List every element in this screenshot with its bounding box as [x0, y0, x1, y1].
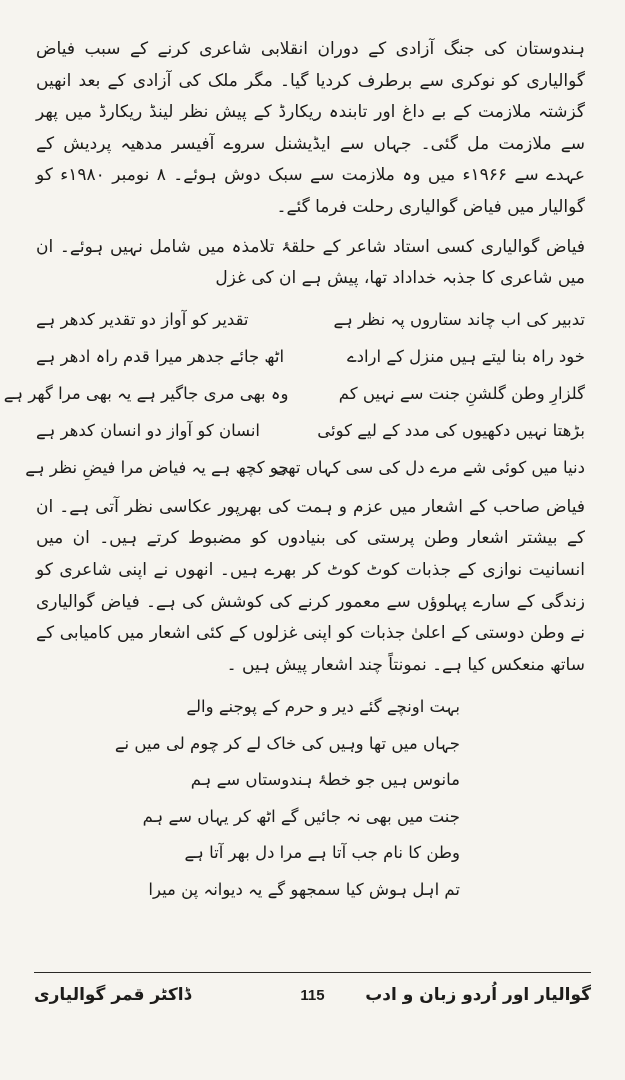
verse-line: مانوس ہیں جو خطۂ ہندوستاں سے ہم — [190, 770, 460, 790]
ghazal-first-line: خود راہ بنا لیتے ہیں منزل کے ارادے — [346, 346, 585, 366]
ghazal-first-line: تدبیر کی اب چاند ستاروں پہ نظر ہے — [333, 309, 585, 329]
page-number: 115 — [300, 986, 325, 1004]
ghazal-couplet — [36, 301, 585, 338]
ghazal-couplet — [3, 375, 585, 412]
paragraph-analysis: فیاض صاحب کے اشعار میں عزم و ہمت کی بھرپور عکاسی نظر آتی ہے۔ ان کے بیشتر اشعار وطن پرستی کی بنیادوں کو مضبوط کرتے ہیں۔ ان میں انسانیت نوازی کے جذبات کوٹ کوٹ کر بھرے ہیں۔ انھوں نے اپنی شاعری کو زندگی کے سارے پہلوؤں سے معمور کرنے کی کوشش کی ہے۔ فیاض گوالیاری نے وطن دوستی کے اعلیٰ جذبات کو اپنی غزلوں کے کئی اشعار میں کامیابی کے ساتھ منعکس کیا ہے۔ نمونتاً چند اشعار پیش ہیں ۔ — [36, 496, 585, 675]
verse-line: تم اہل ہوش کیا سمجھو گے یہ دیوانہ پن میرا — [148, 879, 460, 899]
ghazal-couplet — [25, 449, 585, 486]
ghazal-second-line: اٹھ جائے جدھر میرا قدم راہ ادھر ہے — [36, 346, 285, 366]
ghazal-first-line: گلزارِ وطن گلشنِ جنت سے نہیں کم — [338, 383, 585, 403]
ghazal-second-line: تقدیر کو آواز دو تقدیر کدھر ہے — [36, 309, 249, 329]
ghazal — [3, 301, 585, 486]
paragraph-intro-ghazal: فیاض گوالیاری کسی استاد شاعر کے حلقۂ تلامذہ میں شامل نہیں ہوئے۔ ان میں شاعری کا جذبہ خداداد تھا، پیش ہے ان کی غزل — [36, 236, 585, 289]
verse-sample — [114, 689, 585, 908]
verse-line: بہت اونچے گئے دیر و حرم کے پوجنے والے — [186, 697, 460, 717]
ghazal-second-line: انسان کو آواز دو انسان کدھر ہے — [36, 420, 261, 440]
ghazal-second-line: جو کچھ ہے یہ فیاض مرا فیضِ نظر ہے — [25, 457, 289, 477]
ghazal-first-line: بڑھتا نہیں دکھیوں کی مدد کے لیے کوئی — [317, 420, 585, 440]
ghazal-first-line: دنیا میں کوئی شے مرے دل کی سی کہاں تھی — [274, 457, 585, 477]
verse-line: جنت میں بھی نہ جائیں گے اٹھ کر یہاں سے ہم — [142, 806, 460, 826]
verse-line: وطن کا نام جب آتا ہے مرا دل بھر آتا ہے — [184, 843, 460, 863]
page-footer — [34, 978, 591, 1012]
verse-line: جہاں میں تھا وہیں کی خاک لے کر چوم لی میں نے — [114, 733, 460, 753]
ghazal-second-line: وہ بھی مری جاگیر ہے یہ بھی مرا گھر ہے — [3, 383, 289, 403]
ghazal-couplet — [36, 412, 585, 449]
book-title: گوالیار اور اُردو زبان و ادب — [365, 985, 591, 1005]
author-name: ڈاکٹر قمر گوالیاری — [34, 985, 192, 1005]
footer-rule — [34, 972, 591, 973]
paragraph-biography: ہندوستان کی جنگ آزادی کے دوران انقلابی شاعری کرنے کے سبب فیاض گوالیاری کو نوکری سے برطرف کردیا گیا۔ مگر ملک کی آزادی کے بعد انھیں گزشتہ ملازمت کے بے داغ اور تابندہ ریکارڈ کے پیش نظر لینڈ ریکارڈ میں پھر سے ملازمت مل گئی۔ جہاں سے ایڈیشنل سروے آفیسر مدھیہ پردیش کے عہدے سے ۱۹۶۶ء میں وہ ملازمت سے سبک دوش ہوئے۔ ۸ نومبر ۱۹۸۰ء کو گوالیار میں فیاض گوالیاری رحلت فرما گئے۔ — [36, 39, 585, 217]
ghazal-couplet — [36, 338, 585, 375]
